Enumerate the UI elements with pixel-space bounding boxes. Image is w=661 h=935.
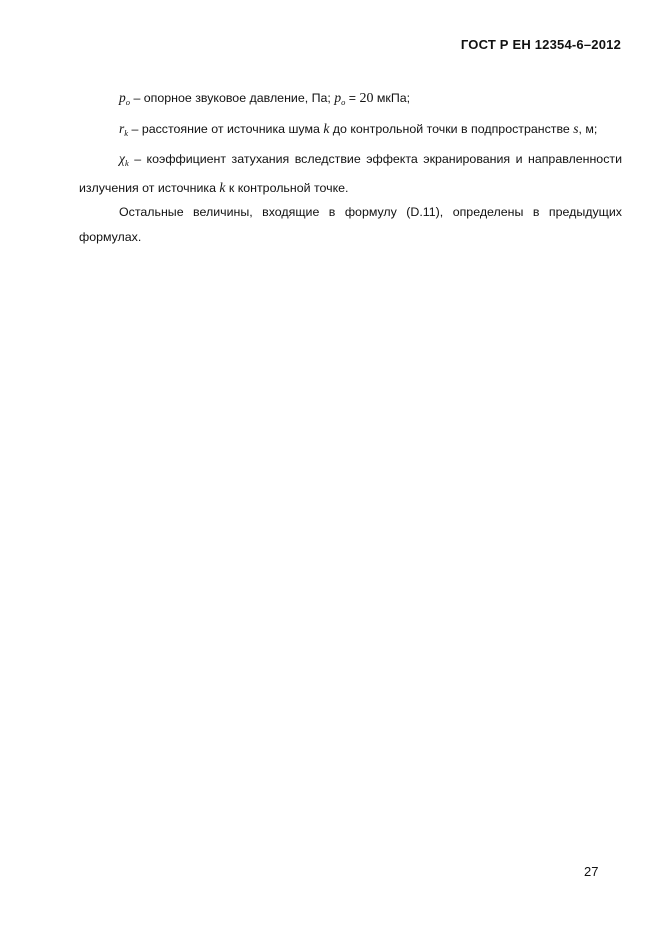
definition-attenuation [79, 147, 622, 200]
definition-text-end: , м; [578, 121, 598, 136]
definition-dash: – [130, 91, 144, 105]
standard-code-header: ГОСТ Р ЕН 12354-6–2012 [460, 37, 621, 52]
symbol-r: r [119, 120, 125, 136]
value-subscript-o: o [341, 97, 346, 107]
definition-text-after: к контрольной точке. [225, 180, 349, 195]
symbol-p: p [119, 90, 126, 105]
definition-reference-pressure [79, 86, 622, 115]
index-symbol-k: k [323, 120, 330, 136]
definition-text-before: – коэффициент затухания вследствие эффекта экранирования и направленности излучения от источника [79, 152, 622, 195]
value-symbol-p: p [334, 90, 342, 105]
subscript-k: k [124, 158, 129, 168]
value-number: 20 [359, 91, 374, 106]
space-symbol-s: s [573, 120, 579, 136]
subscript-k: k [124, 127, 129, 138]
closing-paragraph: Остальные величины, входящие в формулу (D.11), определены в предыдущих формулах. [79, 205, 622, 244]
index-symbol-k: k [219, 179, 226, 195]
page-number: 27 [584, 864, 599, 879]
symbol-chi: χ [119, 151, 125, 166]
document-body [79, 86, 622, 249]
value-equals: = [345, 91, 360, 105]
definition-text-before: – расстояние от источника шума [128, 121, 324, 136]
definition-distance [79, 117, 622, 146]
definition-text: опорное звуковое давление, Па; [143, 91, 335, 105]
value-unit: мкПа; [373, 91, 411, 105]
definition-text-after: до контрольной точки в подпространстве [329, 121, 574, 136]
subscript-o: o [125, 97, 130, 107]
